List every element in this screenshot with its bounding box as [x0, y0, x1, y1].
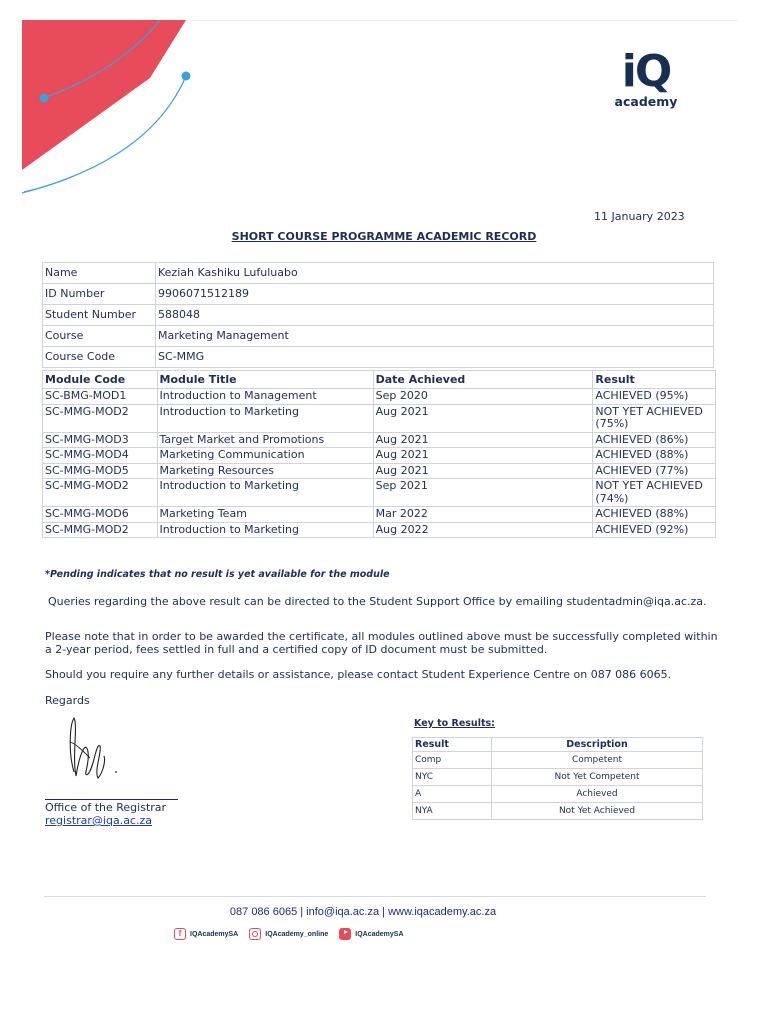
module-code: SC-MMG-MOD5 — [43, 463, 158, 479]
table-row — [43, 479, 716, 507]
date-achieved: Aug 2021 — [373, 463, 593, 479]
module-title: Introduction to Management — [157, 389, 373, 405]
key-title: Key to Results: — [414, 718, 495, 729]
registrar-block — [45, 801, 166, 827]
module-code: SC-MMG-MOD3 — [43, 432, 158, 448]
header-decoration — [0, 0, 200, 200]
registrar-email-link[interactable]: registrar@iqa.ac.za — [45, 814, 152, 827]
field-value: SC-MMG — [156, 347, 714, 368]
social-handle: IQAcademySA — [190, 930, 239, 938]
field-label: Student Number — [43, 305, 156, 326]
footer-divider — [44, 896, 706, 897]
table-row — [43, 305, 714, 326]
date-achieved: Aug 2022 — [373, 522, 593, 538]
module-result: ACHIEVED (88%) — [593, 507, 716, 523]
module-code: SC-MMG-MOD2 — [43, 479, 158, 507]
column-header: Description — [492, 738, 703, 752]
field-label: Course — [43, 326, 156, 347]
blue-arc — [24, 176, 74, 192]
table-row — [43, 522, 716, 538]
signature-line — [45, 799, 178, 800]
contact-paragraph: Should you require any further details or assistance, please contact Student Experience Centre on 087 086 6065. — [45, 668, 672, 681]
social-handle: IQAcademySA — [355, 930, 404, 938]
module-title: Introduction to Marketing — [157, 479, 373, 507]
column-header: Module Title — [157, 371, 373, 389]
table-row — [43, 326, 714, 347]
table-row — [413, 786, 703, 803]
date-achieved: Sep 2021 — [373, 479, 593, 507]
module-result: ACHIEVED (77%) — [593, 463, 716, 479]
table-header-row — [43, 371, 716, 389]
module-title: Target Market and Promotions — [157, 432, 373, 448]
results-key-table — [412, 737, 703, 820]
module-result: ACHIEVED (92%) — [593, 522, 716, 538]
key-description: Not Yet Competent — [492, 769, 703, 786]
date-achieved: Mar 2022 — [373, 507, 593, 523]
field-value: Keziah Kashiku Lufuluabo — [156, 263, 714, 284]
social-links — [174, 928, 415, 940]
registrar-office: Office of the Registrar — [45, 801, 167, 814]
table-row — [413, 803, 703, 820]
module-result: ACHIEVED (88%) — [593, 448, 716, 464]
table-row — [43, 404, 716, 432]
date-achieved: Aug 2021 — [373, 404, 593, 432]
field-label: Name — [43, 263, 156, 284]
key-result: NYC — [413, 769, 492, 786]
youtube-icon — [339, 928, 351, 940]
registrar-signature — [60, 712, 126, 786]
modules-table — [42, 370, 716, 538]
field-value: 9906071512189 — [156, 284, 714, 305]
column-header: Module Code — [43, 371, 158, 389]
logo-wordmark: academy — [614, 94, 678, 109]
footer-contact: 087 086 6065 | info@iqa.ac.za | www.iqacademy.ac.za — [229, 906, 497, 918]
student-info-table — [42, 262, 714, 368]
key-result: NYA — [413, 803, 492, 820]
table-row — [43, 284, 714, 305]
module-result: NOT YET ACHIEVED (74%) — [593, 479, 716, 507]
column-header: Date Achieved — [373, 371, 593, 389]
field-label: ID Number — [43, 284, 156, 305]
key-description: Achieved — [492, 786, 703, 803]
blue-dot — [182, 72, 191, 81]
certificate-paragraph: Please note that in order to be awarded the certificate, all modules outlined above must be successfully completed within a 2-year period, fees settled in full and a certified copy of ID document must be submitted. — [45, 630, 718, 656]
key-result: Comp — [413, 752, 492, 769]
module-code: SC-BMG-MOD1 — [43, 389, 158, 405]
key-result: A — [413, 786, 492, 803]
module-title: Introduction to Marketing — [157, 404, 373, 432]
module-code: SC-MMG-MOD2 — [43, 404, 158, 432]
table-row — [43, 432, 716, 448]
table-header-row — [413, 738, 703, 752]
column-header: Result — [593, 371, 716, 389]
table-row — [43, 463, 716, 479]
date-achieved: Aug 2021 — [373, 448, 593, 464]
table-row — [43, 389, 716, 405]
table-row — [43, 263, 714, 284]
document-title: SHORT COURSE PROGRAMME ACADEMIC RECORD — [231, 230, 537, 243]
table-row — [43, 347, 714, 368]
module-code: SC-MMG-MOD2 — [43, 522, 158, 538]
table-row — [413, 752, 703, 769]
module-title: Marketing Communication — [157, 448, 373, 464]
module-result: ACHIEVED (86%) — [593, 432, 716, 448]
date-achieved: Aug 2021 — [373, 432, 593, 448]
table-row — [43, 507, 716, 523]
module-code: SC-MMG-MOD6 — [43, 507, 158, 523]
module-result: ACHIEVED (95%) — [593, 389, 716, 405]
pending-note: *Pending indicates that no result is yet available for the module — [45, 569, 390, 580]
document-date: 11 January 2023 — [594, 210, 685, 223]
module-code: SC-MMG-MOD4 — [43, 448, 158, 464]
module-title: Marketing Team — [157, 507, 373, 523]
regards-text: Regards — [45, 694, 90, 707]
queries-paragraph: Queries regarding the above result can be directed to the Student Support Office by emailing studentadmin@iqa.ac.za. — [48, 595, 707, 608]
key-description: Not Yet Achieved — [492, 803, 703, 820]
social-link-instagram[interactable] — [249, 928, 328, 940]
column-header: Result — [413, 738, 492, 752]
module-title: Introduction to Marketing — [157, 522, 373, 538]
social-link-facebook[interactable] — [174, 928, 238, 940]
table-row — [43, 448, 716, 464]
field-value: Marketing Management — [156, 326, 714, 347]
module-title: Marketing Resources — [157, 463, 373, 479]
key-description: Competent — [492, 752, 703, 769]
social-handle: IQAcademy_online — [265, 930, 329, 938]
blue-dot — [40, 94, 49, 103]
field-label: Course Code — [43, 347, 156, 368]
date-achieved: Sep 2020 — [373, 389, 593, 405]
social-link-youtube[interactable] — [339, 928, 403, 940]
field-value: 588048 — [156, 305, 714, 326]
logo-mark: iQ — [621, 46, 671, 97]
facebook-icon: f — [174, 928, 186, 940]
table-row — [413, 769, 703, 786]
instagram-icon — [249, 928, 261, 940]
iq-academy-logo — [606, 48, 686, 109]
module-result: NOT YET ACHIEVED (75%) — [593, 404, 716, 432]
